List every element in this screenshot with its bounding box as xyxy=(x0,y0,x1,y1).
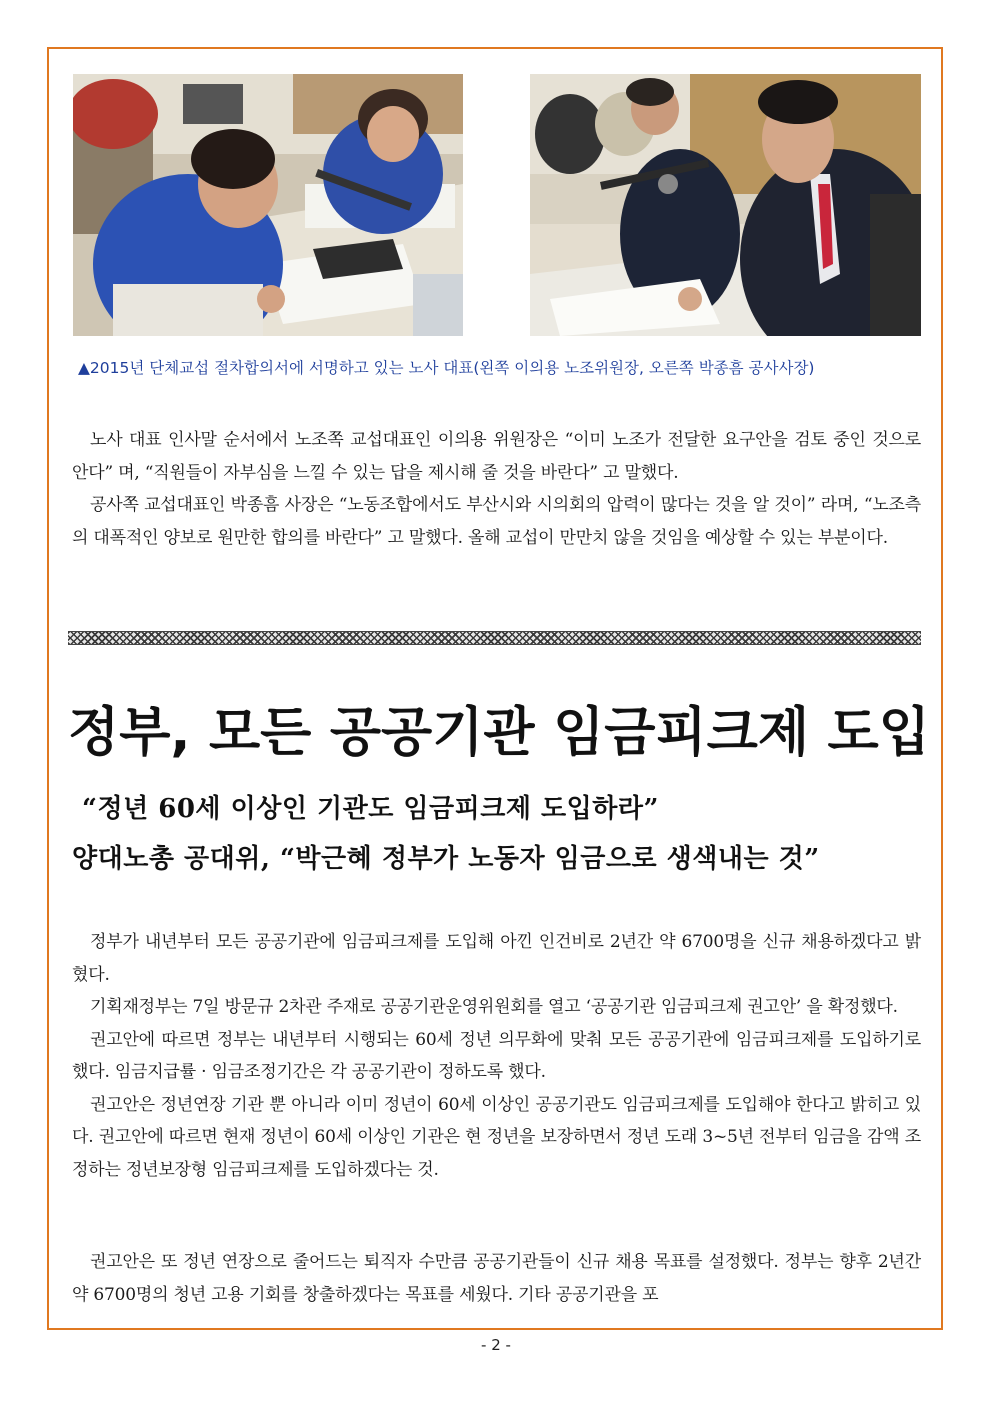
photo-caption: ▲2015년 단체교섭 절차합의서에 서명하고 있는 노사 대표(왼쪽 이의용 노조위원장, 오른쪽 박종흠 공사사장) xyxy=(78,359,815,377)
article1-paragraph: 공사쪽 교섭대표인 박종흠 사장은 “노동조합에서도 부산시와 시의회의 압력이 많다는 것을 알 것이” 라며, “노조측의 대폭적인 양보로 원만한 합의를 바란다” 고 말했다. 올해 교섭이 만만치 않을 것임을 예상할 수 있는 부분이다. xyxy=(72,495,921,548)
article2-paragraph: 기획재정부는 7일 방문규 2차관 주재로 공공기관운영위원회를 열고 ‘공공기관 임금피크제 권고안’ 을 확정했다. xyxy=(90,997,898,1017)
article1-body xyxy=(72,424,921,554)
article2-paragraph: 권고안에 따르면 정부는 내년부터 시행되는 60세 정년 의무화에 맞춰 모든 공공기관에 임금피크제를 도입하기로 했다. 임금지급률 · 임금조정기간은 각 공공기관이 정하도록 했다. xyxy=(72,1029,921,1082)
article2-paragraph: 권고안은 정년연장 기관 뿐 아니라 이미 정년이 60세 이상인 공공기관도 임금피크제를 도입해야 한다고 밝히고 있다. 권고안에 따르면 현재 정년이 60세 이상인 기관은 현 정년을 보장하면서 정년 도래 3~5년 전부터 임금을 감액 조정하는 정년보장형 임금피크제를 도입하겠다는 것. xyxy=(72,1094,921,1180)
page-number: - 2 - xyxy=(481,1336,511,1354)
section-divider xyxy=(68,631,921,645)
article2-body xyxy=(72,926,921,1186)
signing-photo-left xyxy=(73,74,463,336)
signing-photo-right-image xyxy=(530,74,921,336)
article2-subhead-2: 양대노총 공대위, “박근혜 정부가 노동자 임금으로 생색내는 것” xyxy=(72,844,820,874)
article2-subhead-1: “정년 60세 이상인 기관도 임금피크제 도입하라” xyxy=(82,794,659,824)
article2-paragraph: 권고안은 또 정년 연장으로 줄어드는 퇴직자 수만큼 공공기관들이 신규 채용 목표를 설정했다. 정부는 향후 2년간 약 6700명의 청년 고용 기회를 창출하겠다는 목표를 세웠다. 기타 공공기관을 포 xyxy=(72,1252,921,1305)
article1-paragraph: 노사 대표 인사말 순서에서 노조쪽 교섭대표인 이의용 위원장은 “이미 노조가 전달한 요구안을 검토 중인 것으로 안다” 며, “직원들이 자부심을 느낄 수 있는 답을 제시해 줄 것을 바란다” 고 말했다. xyxy=(72,430,921,483)
article2-paragraph: 정부가 내년부터 모든 공공기관에 임금피크제를 도입해 아낀 인건비로 2년간 약 6700명을 신규 채용하겠다고 밝혔다. xyxy=(72,932,921,985)
signing-photo-left-image xyxy=(73,74,463,336)
article2-headline: 정부, 모든 공공기관 임금피크제 도입 xyxy=(68,702,930,763)
signing-photo-right xyxy=(530,74,921,336)
article2-body-continued xyxy=(72,1246,921,1311)
